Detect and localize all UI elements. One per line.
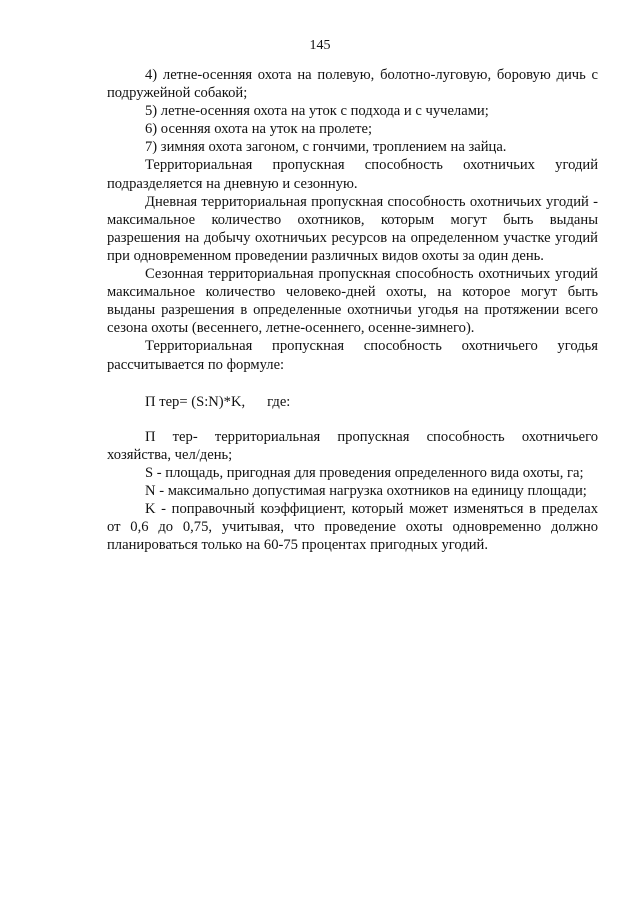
list-item-6: 6) осенняя охота на уток на пролете; [145,121,373,138]
list-item-4: 4) летне-осенняя охота на полевую, болотно-луговую, боровую дичь с подружейной собакой; [107,67,598,102]
paragraph-daily-capacity: Дневная территориальная пропускная способность охотничьих угодий - максимальное количество охотников, которым могут быть выданы разрешения на добычу охотничьих ресурсов на определенном участке угодий при одновременном проведении различных видов охоты за один день. [107,193,598,264]
page-number: 145 [309,38,331,53]
document-body [107,66,598,554]
list-item-7: 7) зимняя охота загоном, с гончими, троплением на зайца. [145,139,507,156]
definition-s: S - площадь, пригодная для проведения определенного вида охоты, га; [145,464,584,481]
definition-n: N - максимально допустимая нагрузка охотников на единицу площади; [145,482,587,499]
formula-line [107,393,598,411]
formula-expression: П тер= (S:N)*K, [145,393,246,410]
paragraph-seasonal-capacity: Сезонная территориальная пропускная способность охотничьих угодий максимальное количество человеко-дней охоты, на которое могут быть выданы разрешения в определенные охотничьи угодья на протяжении всего сезона охоты (весеннего, летне-осеннего, осенне-зимнего). [107,266,598,337]
paragraph-formula-intro: Территориальная пропускная способность охотничьего угодья рассчитывается по формуле: [107,338,598,373]
formula-suffix: где: [267,393,291,410]
definition-p-ter: П тер- территориальная пропускная способность охотничьего хозяйства, чел/день; [107,428,598,463]
list-item-5: 5) летне-осенняя охота на уток с подхода и с чучелами; [145,103,489,120]
definition-k: K - поправочный коэффициент, который может изменяться в пределах от 0,6 до 0,75, учитывая, что проведение охоты одновременно должно планироваться только на 60-75 процентах пригодных угодий. [107,501,598,554]
paragraph-capacity-types: Территориальная пропускная способность охотничьих угодий подразделяется на дневную и сезонную. [107,157,598,192]
